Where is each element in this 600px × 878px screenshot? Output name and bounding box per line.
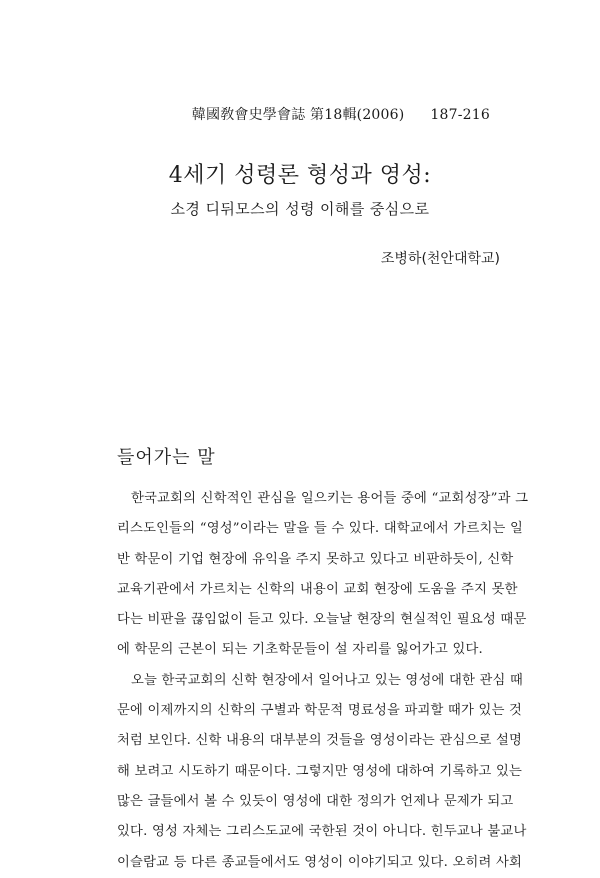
text-line: 처럼 보인다. 신학 내용의 대부분의 것들을 영성이라는 관심으로 설명	[117, 733, 523, 749]
text-line: 다는 비판을 끊임없이 듣고 있다. 오늘날 현장의 현실적인 필요성 때문	[117, 612, 527, 628]
text-line: 에 학문의 근본이 되는 기초학문들이 설 자리를 잃어가고 있다.	[117, 642, 483, 658]
article-title: 4세기 성령론 형성과 영성:	[168, 163, 432, 188]
page-range: 187-216	[430, 107, 490, 123]
text-line: 오늘 한국교회의 신학 현장에서 일어나고 있는 영성에 대한 관심 때	[131, 672, 524, 688]
text-line: 문에 이제까지의 신학의 구별과 학문적 명료성을 파괴할 때가 있는 것	[117, 703, 523, 719]
author-affiliation: 조병하(천안대학교)	[380, 251, 500, 267]
text-line: 있다. 영성 자체는 그리스도교에 국한된 것이 아니다. 힌두교나 불교나	[117, 824, 527, 840]
text-line: 많은 글들에서 볼 수 있듯이 영성에 대한 정의가 언제나 문제가 되고	[117, 793, 514, 809]
text-line: 이슬람교 등 다른 종교들에서도 영성이 이야기되고 있다. 오히려 사회	[117, 854, 523, 870]
body-text	[117, 484, 529, 878]
text-line: 한국교회의 신학적인 관심을 일으키는 용어들 중에 “교회성장”과 그	[131, 491, 529, 506]
text-line: 해 보려고 시도하기 때문이다. 그렇지만 영성에 대하여 기록하고 있는	[117, 763, 523, 779]
text-line: 반 학문이 기업 현장에 유익을 주지 못하고 있다고 비판하듯이, 신학	[117, 551, 514, 567]
text-line: 리스도인들의 “영성”이라는 말을 들 수 있다. 대학교에서 가르치는 일	[117, 521, 524, 537]
running-header	[192, 104, 490, 124]
article-subtitle: 소경 디뒤모스의 성령 이해를 중심으로	[170, 200, 430, 218]
section-heading: 들어가는 말	[117, 447, 216, 468]
text-line: 교육기관에서 가르치는 신학의 내용이 교회 현장에 도움을 주지 못한	[117, 581, 518, 597]
journal-name: 韓國敎會史學會誌 第18輯(2006)	[191, 107, 405, 123]
